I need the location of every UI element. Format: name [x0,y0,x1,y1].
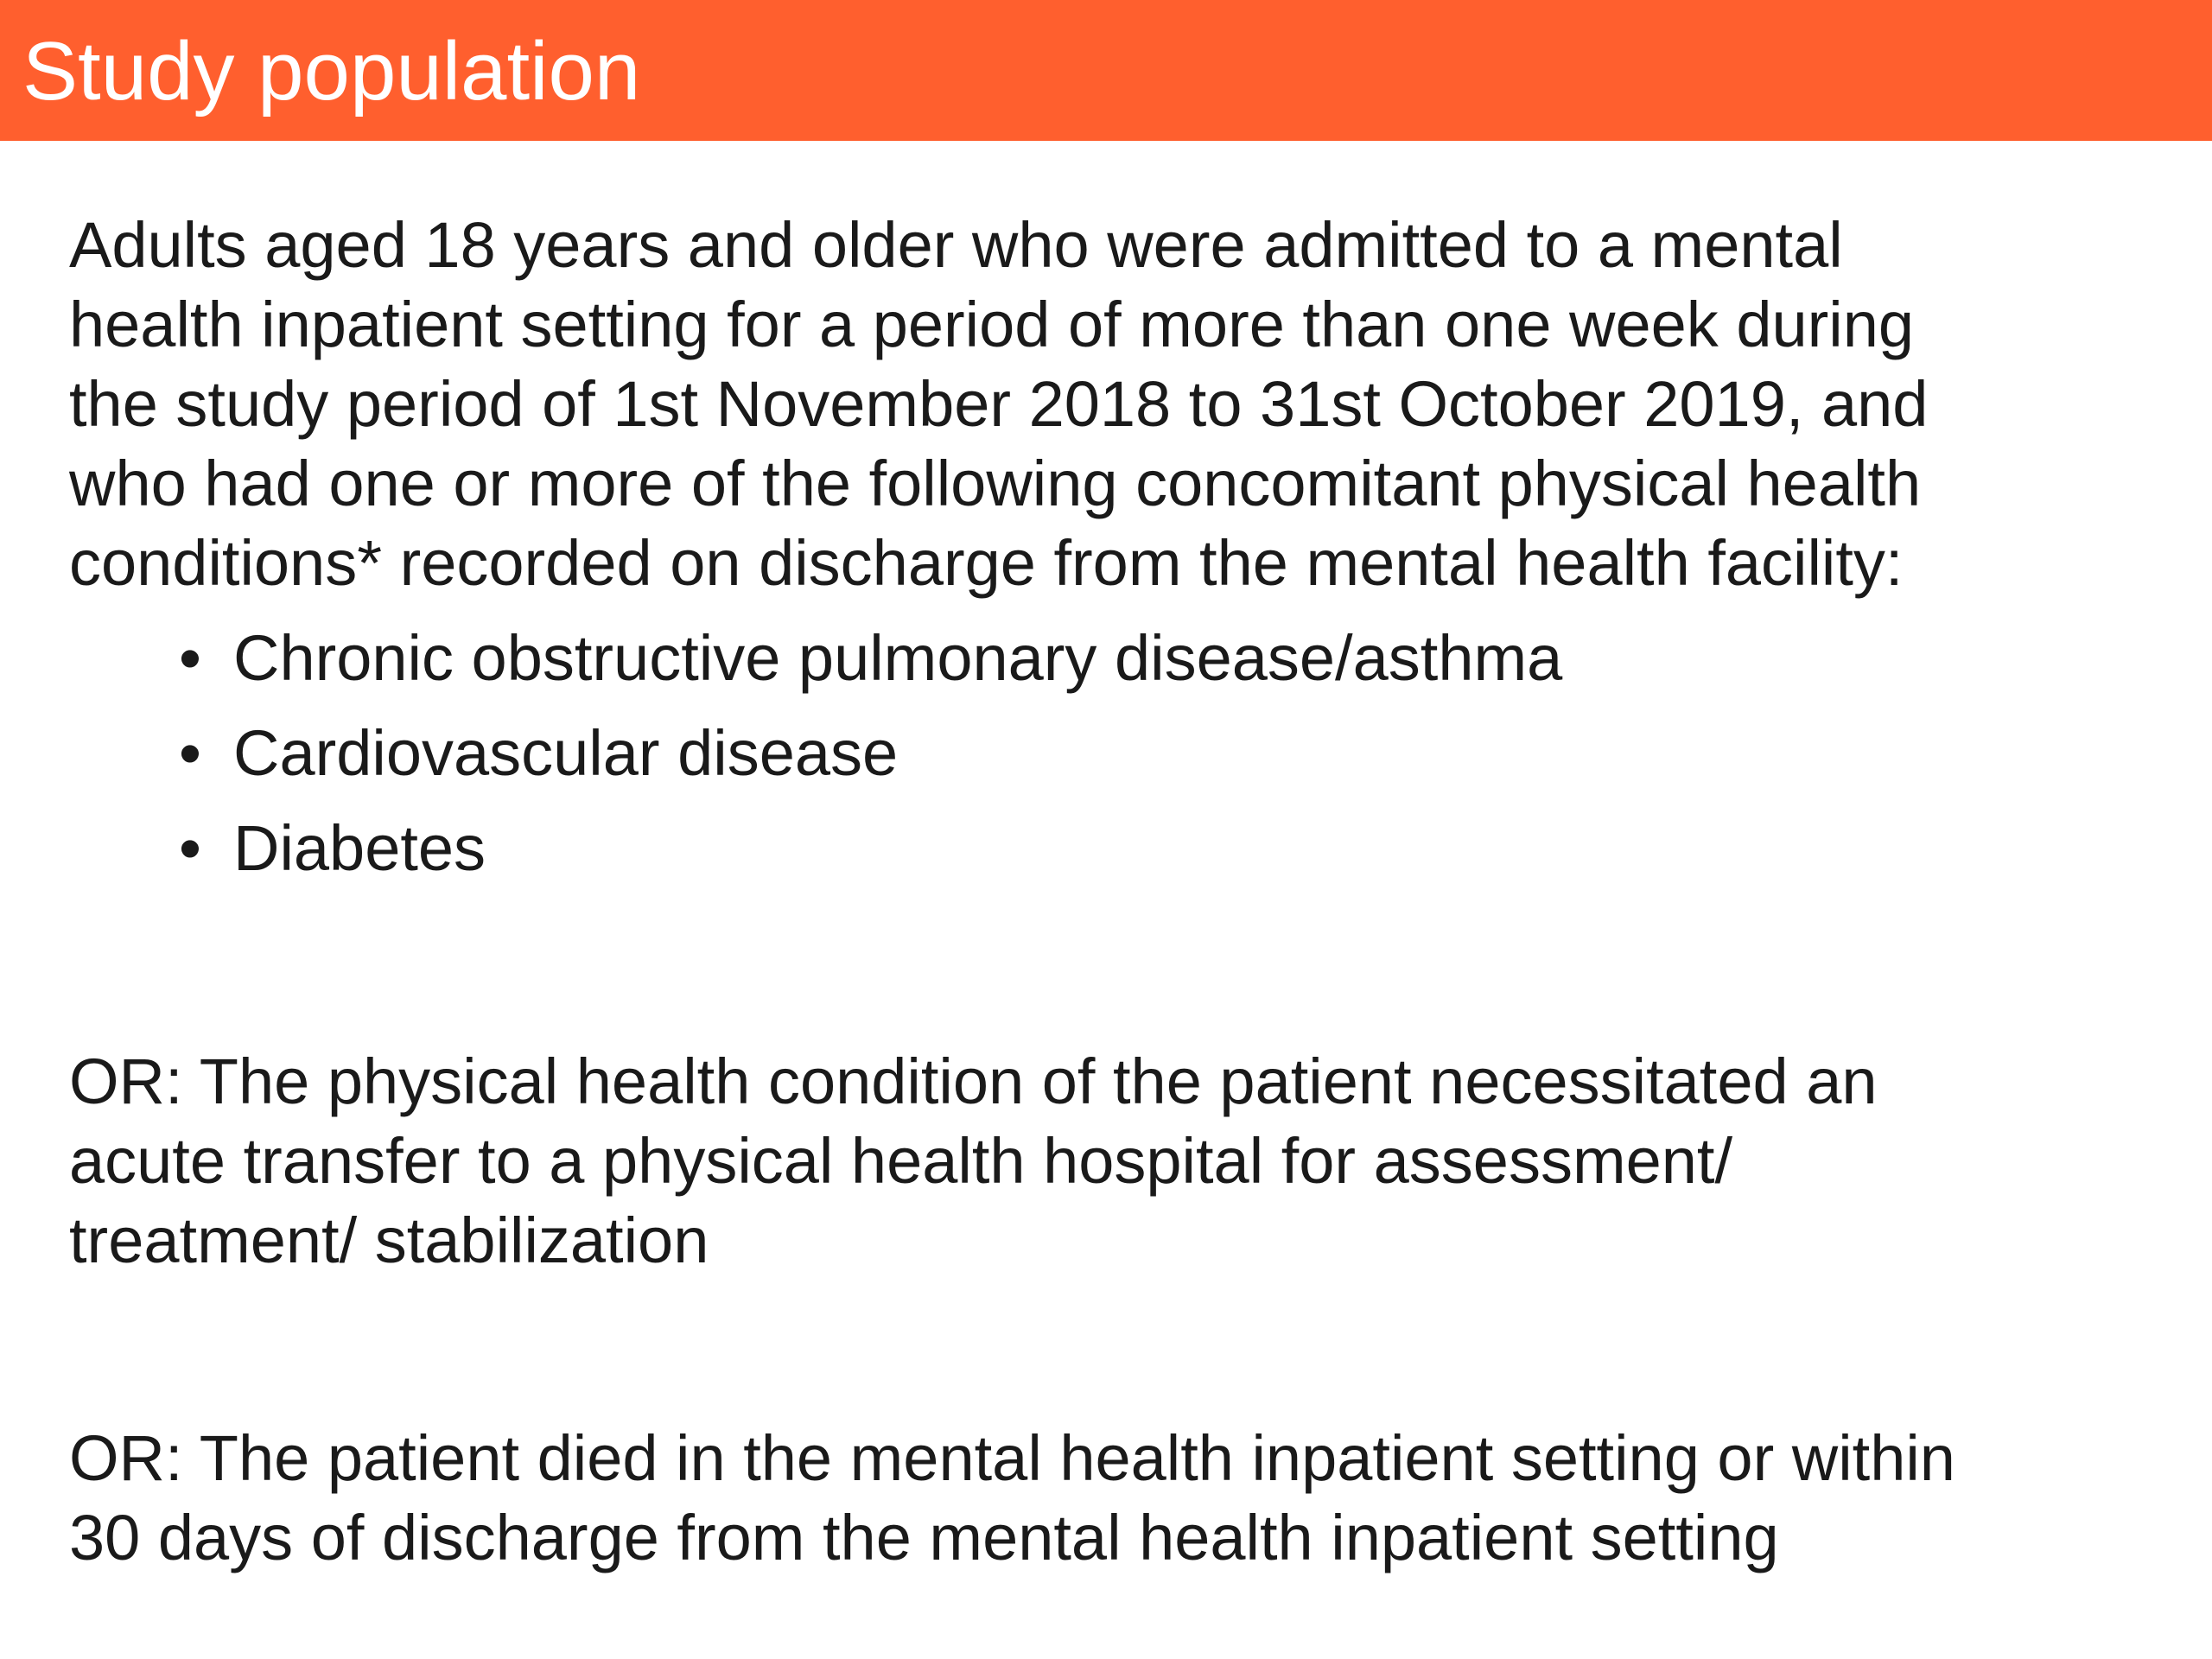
or-clause-transfer [69,1042,2143,1281]
slide-content [69,206,2143,1578]
bullet-text: Cardiovascular disease [233,717,899,789]
bullet-icon: • [179,717,201,789]
or1-line-2: acute transfer to a physical health hospital for assessment/ [69,1125,1733,1197]
intro-line-5: conditions* recorded on discharge from the mental health facility: [69,527,1904,599]
list-item [173,714,2143,809]
or2-line-2: 30 days of discharge from the mental health inpatient setting [69,1502,1779,1573]
or-clause-death [69,1419,2143,1578]
bullet-icon: • [179,812,201,884]
bullet-icon: • [179,622,201,694]
intro-line-4: who had one or more of the following concomitant physical health [69,448,1922,519]
slide-title: Study population [22,25,641,118]
intro-paragraph [69,206,2143,603]
list-item [173,619,2143,714]
bullet-text: Diabetes [233,812,486,884]
list-item [173,809,2143,904]
bullet-text: Chronic obstructive pulmonary disease/asthma [233,622,1563,694]
or2-line-1: OR: The patient died in the mental health inpatient setting or within [69,1422,1955,1494]
intro-line-3: the study period of 1st November 2018 to 31st October 2019, and [69,368,1929,440]
condition-list [69,619,2143,904]
or1-line-1: OR: The physical health condition of the patient necessitated an [69,1046,1878,1117]
or1-line-3: treatment/ stabilization [69,1205,709,1276]
intro-line-2: health inpatient setting for a period of more than one week during [69,289,1915,360]
title-bar [0,0,2212,141]
intro-line-1: Adults aged 18 years and older who were admitted to a mental [69,209,1843,281]
